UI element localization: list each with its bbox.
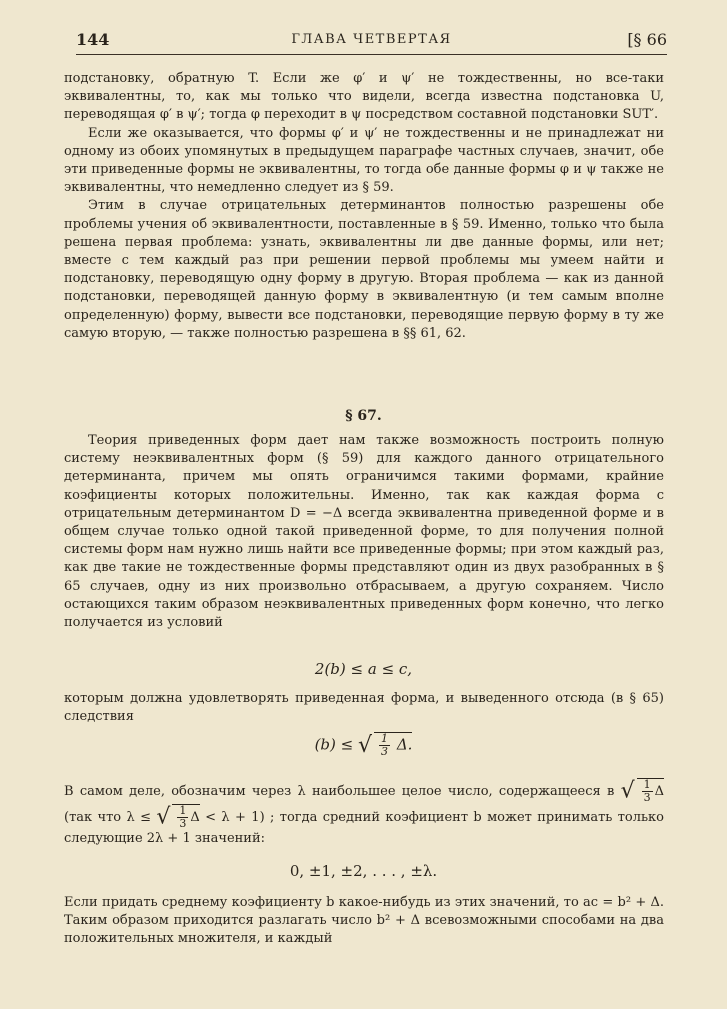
text-block-2: [64, 432, 664, 632]
radical-sign: √: [620, 778, 635, 804]
paragraph: которым должна удовлетворять приведенная форма, и выведенного отсюда (в § 65) следствия: [64, 691, 664, 725]
text-block-3: [64, 690, 664, 726]
section-reference: [§ 66: [627, 30, 667, 49]
page-number: 144: [76, 30, 110, 49]
paragraph-part: В самом деле, обозначим через λ наибольшее целое число, содержащееся в: [64, 784, 615, 799]
formula-left: (b) ≤: [314, 735, 354, 754]
fraction-numerator: 1: [643, 778, 651, 791]
formula-b-bound: [0, 732, 727, 758]
radical-sign: √: [358, 733, 373, 758]
paragraph-part: (так что λ ≤: [64, 810, 151, 825]
paragraph: подстановку, обратную T. Если же φ′ и ψ′ не тождественны, но все-таки эквивалентны, то, как мы только что видели, всегда известна подстановка U, переводящая φ′ в ψ′; тогда φ переходит в ψ посредством составной подстановки SUT′.: [64, 71, 664, 123]
fraction-denominator: 3: [179, 817, 187, 830]
fraction-numerator: 1: [179, 804, 187, 817]
radical-sign: √: [156, 804, 171, 830]
text-block-1: [64, 70, 664, 343]
paragraph: Теория приведенных форм дает нам также возможность построить полную систему неэквивалентных форм (§ 59) для каждого данного отрицательного детерминанта, причем мы опять ограничимся такими формами, крайние коэфициенты которых положительны. Именно, так как каждая форма с отрицательным детерминантом D = −Δ всегда эквивалентна приведенной форме и в общем случае только одной такой приведенной форме, то для получения полной системы форм нам нужно лишь найти все приведенные формы; при этом каждый раз, как две такие не тождественные формы представляют один из двух разобранных в § 65 случаев, одну из них произвольно отбрасываем, а другую сохраняем. Число остающихся таким образом неэквивалентных приведенных форм конечно, что легко получается из условий: [64, 433, 664, 631]
paragraph: Этим в случае отрицательных детерминантов полностью разрешены обе проблемы учения об эквивалентности, поставленные в § 59. Именно, только что была решена первая проблема: узнать, эквивалентны ли две данные формы, или нет; вместе с тем каждый раз при решении первой проблемы мы умеем найти и подстановку, переводящую одну форму в другую. Вторая проблема — как из данной подстановки, переводящей данную форму в эквивалентную (и тем самым вполне определенную) форму, вывести все подстановки, переводящие первую форму в ту же самую вторую, — также полностью разрешена в §§ 61, 62.: [64, 198, 664, 341]
formula-reduced-condition: 2(b) ≤ a ≤ c,: [314, 660, 413, 678]
fraction-numerator: 1: [381, 732, 389, 745]
text-block-5: [64, 894, 664, 949]
paragraph: Если придать среднему коэфициенту b какое-нибудь из этих значений, то ac = b² + Δ. Таким образом приходится разлагать число b² + Δ всевозможными способами на два положительных множителя, и каждый: [64, 895, 664, 947]
text-block-4: [64, 778, 664, 848]
paragraph: Если же оказывается, что формы φ′ и ψ′ не тождественны и не принадлежат ни одному из обоих упомянутых в предыдущем параграфе частных случаев, значит, обе эти приведенные формы не эквивалентны, то тогда обе данные формы φ и ψ также не эквивалентны, что немедленно следует из § 59.: [64, 125, 664, 196]
running-title: ГЛАВА ЧЕТВЕРТАЯ: [291, 32, 452, 47]
fraction-denominator: 3: [643, 791, 651, 804]
formula-b-values: 0, ±1, ±2, . . . , ±λ.: [289, 862, 438, 880]
fraction-denominator: 3: [381, 745, 389, 758]
running-header: [76, 30, 667, 55]
formula-right: Δ.: [396, 735, 413, 754]
paragraph-part: < λ + 1) ; тогда средний коэфициент b может принимать только следующие 2λ + 1 значений:: [64, 810, 665, 846]
paragraph: В самом деле, обозначим через λ наибольшее целое число, содержащееся в √ $\frac{1}{3}$ Δ (так что λ ≤ √ $\frac{1}{3}$ Δ < λ + 1) ; тогда средний коэфициент b может принимать только следующие 2λ + 1 значений:: [64, 778, 665, 846]
section-title: § 67.: [345, 408, 382, 424]
